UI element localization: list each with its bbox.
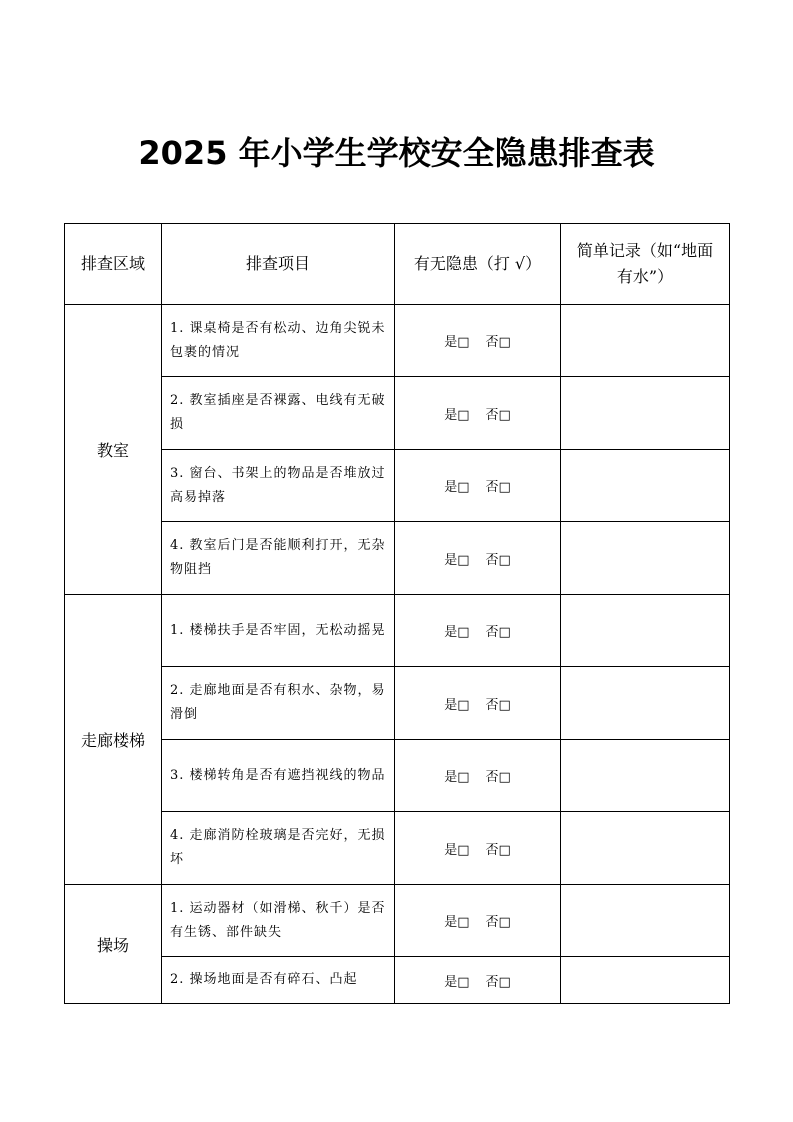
- table-row: [65, 957, 730, 1004]
- table-row: [65, 812, 730, 885]
- table-row: [65, 595, 730, 667]
- hazard-options: [395, 522, 561, 595]
- record-cell[interactable]: [561, 377, 730, 450]
- item-cell: 2. 教室插座是否裸露、电线有无破损: [162, 377, 395, 450]
- header-row: [65, 224, 730, 305]
- hazard-options: [395, 305, 561, 377]
- hazard-options: [395, 812, 561, 885]
- record-cell[interactable]: [561, 522, 730, 595]
- table-row: [65, 305, 730, 377]
- table-row: [65, 522, 730, 595]
- item-cell: 4. 走廊消防栓玻璃是否完好，无损坏: [162, 812, 395, 885]
- yes-checkbox[interactable]: 是□: [444, 407, 470, 423]
- area-cell: 操场: [65, 885, 162, 1004]
- record-cell[interactable]: [561, 957, 730, 1004]
- item-cell: 2. 走廊地面是否有积水、杂物，易滑倒: [162, 667, 395, 740]
- no-checkbox[interactable]: 否□: [485, 915, 511, 930]
- no-checkbox[interactable]: 否□: [485, 770, 511, 785]
- header-item: 排查项目: [162, 224, 395, 305]
- item-cell: 3. 楼梯转角是否有遮挡视线的物品: [162, 740, 395, 812]
- header-record: 简单记录（如“地面有水”）: [561, 224, 730, 305]
- yes-checkbox[interactable]: 是□: [444, 915, 470, 930]
- table-row: [65, 377, 730, 450]
- record-cell[interactable]: [561, 812, 730, 885]
- item-cell: 3. 窗台、书架上的物品是否堆放过高易掉落: [162, 450, 395, 522]
- item-cell: 1. 课桌椅是否有松动、边角尖锐未包裹的情况: [162, 305, 395, 377]
- no-checkbox[interactable]: 否□: [485, 407, 511, 423]
- yes-checkbox[interactable]: 是□: [444, 974, 470, 990]
- yes-checkbox[interactable]: 是□: [444, 480, 470, 495]
- header-hazard: 有无隐患（打 √）: [395, 224, 561, 305]
- record-cell[interactable]: [561, 740, 730, 812]
- no-checkbox[interactable]: 否□: [485, 974, 511, 990]
- hazard-options: [395, 740, 561, 812]
- no-checkbox[interactable]: 否□: [485, 552, 511, 568]
- record-cell[interactable]: [561, 305, 730, 377]
- record-cell[interactable]: [561, 450, 730, 522]
- item-cell: 1. 运动器材（如滑梯、秋千）是否有生锈、部件缺失: [162, 885, 395, 957]
- no-checkbox[interactable]: 否□: [485, 842, 511, 858]
- area-cell: 走廊楼梯: [65, 595, 162, 885]
- yes-checkbox[interactable]: 是□: [444, 625, 470, 640]
- yes-checkbox[interactable]: 是□: [444, 335, 470, 350]
- yes-checkbox[interactable]: 是□: [444, 697, 470, 713]
- no-checkbox[interactable]: 否□: [485, 625, 511, 640]
- yes-checkbox[interactable]: 是□: [444, 842, 470, 858]
- no-checkbox[interactable]: 否□: [485, 335, 511, 350]
- item-cell: 4. 教室后门是否能顺利打开，无杂物阻挡: [162, 522, 395, 595]
- yes-checkbox[interactable]: 是□: [444, 770, 470, 785]
- record-cell[interactable]: [561, 667, 730, 740]
- page-title: 2025 年小学生学校安全隐患排查表: [138, 134, 655, 172]
- hazard-options: [395, 667, 561, 740]
- table-row: [65, 740, 730, 812]
- no-checkbox[interactable]: 否□: [485, 480, 511, 495]
- hazard-options: [395, 595, 561, 667]
- hazard-options: [395, 885, 561, 957]
- table-row: [65, 667, 730, 740]
- no-checkbox[interactable]: 否□: [485, 697, 511, 713]
- table-row: [65, 450, 730, 522]
- item-cell: 2. 操场地面是否有碎石、凸起: [162, 957, 395, 1004]
- record-cell[interactable]: [561, 595, 730, 667]
- record-cell[interactable]: [561, 885, 730, 957]
- hazard-options: [395, 450, 561, 522]
- item-cell: 1. 楼梯扶手是否牢固，无松动摇晃: [162, 595, 395, 667]
- inspection-table: [64, 223, 730, 1004]
- hazard-options: [395, 957, 561, 1004]
- area-cell: 教室: [65, 305, 162, 595]
- table-row: [65, 885, 730, 957]
- hazard-options: [395, 377, 561, 450]
- yes-checkbox[interactable]: 是□: [444, 552, 470, 568]
- header-area: 排查区域: [65, 224, 162, 305]
